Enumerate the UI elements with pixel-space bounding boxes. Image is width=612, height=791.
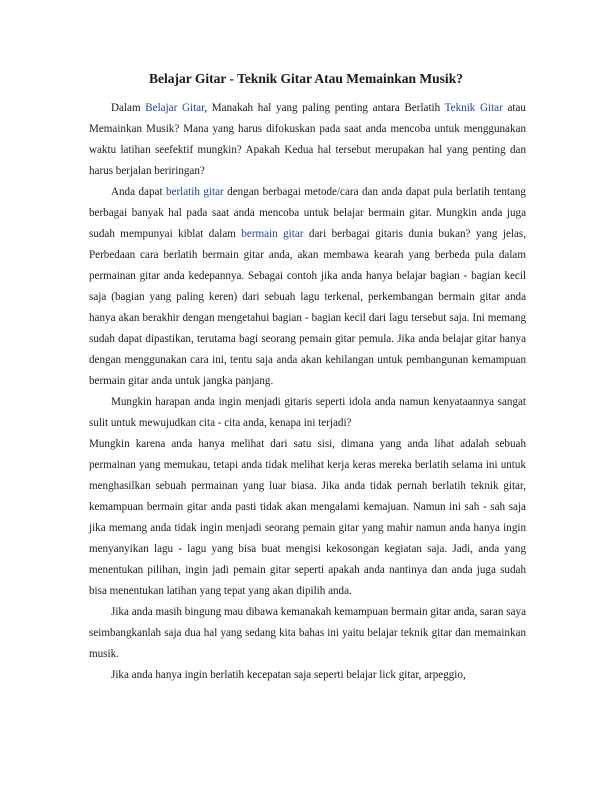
paragraph-6: Jika anda hanya ingin berlatih kecepatan saja seperti belajar lick gitar, arpeggio, — [111, 669, 466, 681]
page-title: Belajar Gitar - Teknik Gitar Atau Memainkan Musik? — [149, 71, 463, 86]
p2-text-a: Anda dapat — [111, 186, 166, 198]
article-body — [89, 98, 526, 686]
paragraph-1 — [89, 98, 526, 182]
link-berlatih-gitar[interactable]: berlatih gitar — [166, 186, 224, 198]
link-belajar-gitar[interactable]: Belajar Gitar — [145, 102, 205, 114]
p1-text-a: Dalam — [111, 102, 146, 114]
link-teknik-gitar[interactable]: Teknik Gitar — [444, 102, 503, 114]
p1-text-b: , Manakah hal yang paling penting antara Berlatih — [204, 102, 445, 114]
link-bermain-gitar[interactable]: bermain gitar — [241, 228, 304, 240]
p1-text-c: atau Memainkan Musik? Mana yang harus difokuskan pada saat anda mencoba untuk menggunakan waktu latihan seefektif mungkin? Apakah Kedua hal tersebut merupakan hal yang penting dan harus berjalan beriringan? — [89, 102, 526, 177]
paragraph-2 — [89, 182, 526, 392]
paragraph-4: Mungkin karena anda hanya melihat dari satu sisi, dimana yang anda lihat adalah sebuah permainan yang memukau, tetapi anda tidak melihat kerja keras mereka berlatih selama ini untuk menghasilkan sebuah permainan yang luar biasa. Jika anda tidak pernah berlatih teknik gitar, kemampuan bermain gitar anda pasti tidak akan mengalami kemajuan. Namun ini sah - sah saja jika memang anda tidak ingin menjadi seorang pemain gitar yang mahir namun anda hanya ingin menyanyikan lagu - lagu yang bisa buat mengisi kekosongan kegiatan saja. Jadi, anda yang menentukan pilihan, ingin jadi pemain gitar seperti apakah anda nantinya dan anda juga sudah bisa menentukan latihan yang tepat yang akan dipilih anda. — [89, 438, 526, 597]
p2-text-c: dari berbagai gitaris dunia bukan? yang jelas, Perbedaan cara berlatih bermain gitar anda, akan membawa kearah yang berbeda pula dalam permainan gitar anda kedepannya. Sebagai contoh jika anda hanya belajar bagian - bagian kecil saja (bagian yang paling keren) dari sebuah lagu terkenal, perkembangan bermain gitar anda hanya akan berakhir dengan mengetahui bagian - bagian kecil dari lagu tersebut saja. Ini memang sudah dapat dipastikan, terutama bagi seorang pemain gitar pemula. Jika anda belajar gitar hanya dengan menggunakan cara ini, tentu saja anda akan kehilangan untuk pembangunan kemampuan bermain gitar anda untuk jangka panjang. — [89, 228, 526, 387]
p2-text-b: dengan berbagai metode/cara dan anda dapat pula berlatih tentang berbagai banyak hal pada saat anda mencoba untuk belajar bermain gitar. Mungkin anda juga sudah mempunyai kiblat dalam — [89, 186, 526, 240]
paragraph-3: Mungkin harapan anda ingin menjadi gitaris seperti idola anda namun kenyataannya sangat sulit untuk mewujudkan cita - cita anda, kenapa ini terjadi? — [89, 396, 526, 429]
paragraph-5: Jika anda masih bingung mau dibawa kemanakah kemampuan bermain gitar anda, saran saya seimbangkanlah saja dua hal yang sedang kita bahas ini yaitu belajar teknik gitar dan memainkan musik. — [89, 606, 526, 660]
